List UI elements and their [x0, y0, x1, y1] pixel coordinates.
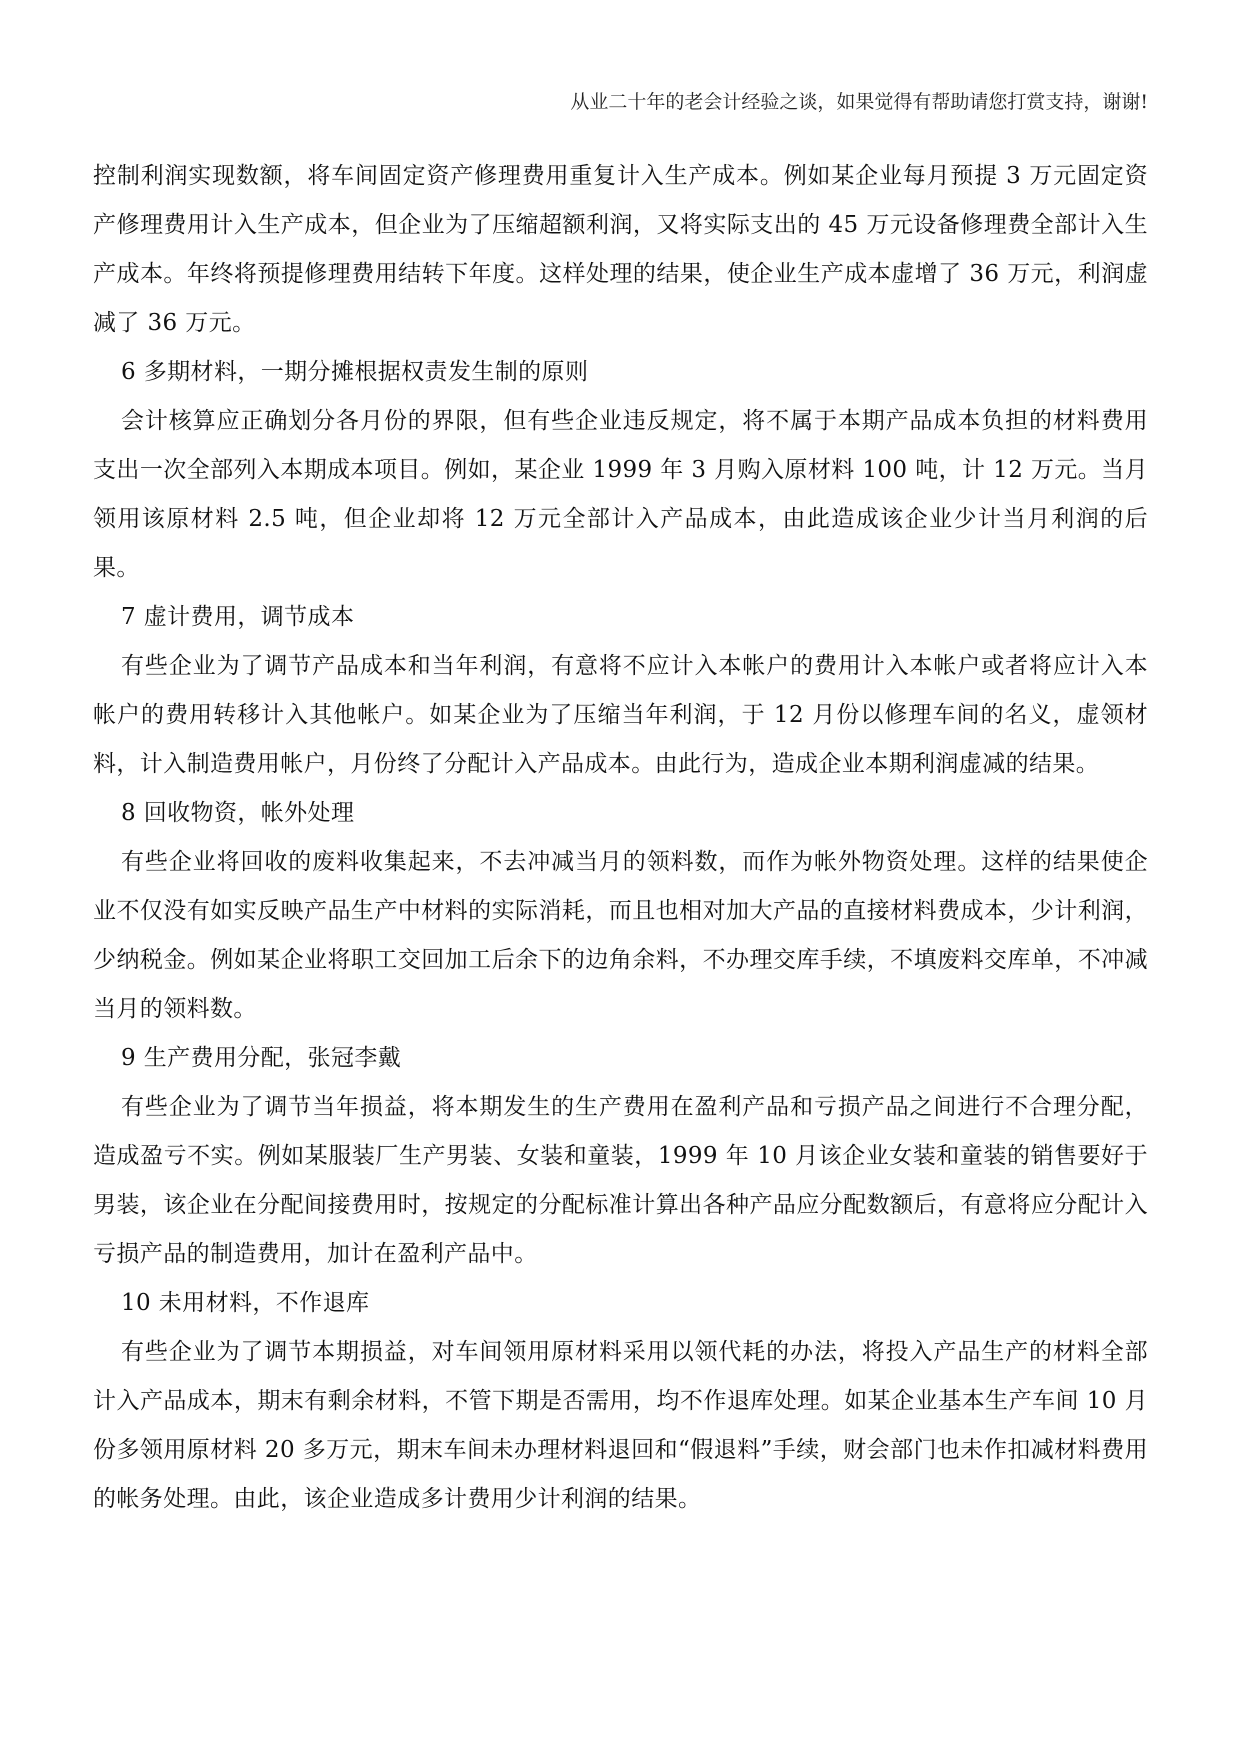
- body-paragraph: 会计核算应正确划分各月份的界限，但有些企业违反规定，将不属于本期产品成本负担的材料费用支出一次全部列入本期成本项目。例如，某企业 1999 年 3 月购入原材料 100 吨，计 12 万元。当月领用该原材料 2.5 吨，但企业却将 12 万元全部计入产品成本，由此造成该企业少计当月利润的后果。: [93, 408, 1148, 581]
- section-heading-9: 9 生产费用分配，张冠李戴: [121, 1045, 402, 1071]
- section-heading-10: 10 未用材料，不作退库: [121, 1290, 370, 1316]
- body-paragraph: 控制利润实现数额，将车间固定资产修理费用重复计入生产成本。例如某企业每月预提 3 万元固定资产修理费用计入生产成本，但企业为了压缩超额利润，又将实际支出的 45 万元设备修理费全部计入生产成本。年终将预提修理费用结转下年度。这样处理的结果，使企业生产成本虚增了 36 万元，利润虚减了 36 万元。: [93, 163, 1148, 336]
- body-paragraph: 有些企业将回收的废料收集起来，不去冲减当月的领料数，而作为帐外物资处理。这样的结果使企业不仅没有如实反映产品生产中材料的实际消耗，而且也相对加大产品的直接材料费成本，少计利润，少纳税金。例如某企业将职工交回加工后余下的边角余料，不办理交库手续，不填废料交库单，不冲减当月的领料数。: [93, 849, 1148, 1022]
- header-note: 从业二十年的老会计经验之谈，如果觉得有帮助请您打赏支持，谢谢!: [570, 91, 1148, 113]
- section-heading-6: 6 多期材料，一期分摊根据权责发生制的原则: [121, 359, 589, 385]
- body-paragraph: 有些企业为了调节本期损益，对车间领用原材料采用以领代耗的办法，将投入产品生产的材料全部计入产品成本，期末有剩余材料，不管下期是否需用，均不作退库处理。如某企业基本生产车间 10 月份多领用原材料 20 多万元，期末车间未办理材料退回和“假退料”手续，财会部门也未作扣减材料费用的帐务处理。由此，该企业造成多计费用少计利润的结果。: [93, 1339, 1148, 1512]
- section-heading-7: 7 虚计费用，调节成本: [121, 604, 355, 630]
- section-heading-8: 8 回收物资，帐外处理: [121, 800, 355, 826]
- document-body: [93, 152, 1148, 1524]
- body-paragraph: 有些企业为了调节当年损益，将本期发生的生产费用在盈利产品和亏损产品之间进行不合理分配，造成盈亏不实。例如某服装厂生产男装、女装和童装，1999 年 10 月该企业女装和童装的销售要好于男装，该企业在分配间接费用时，按规定的分配标准计算出各种产品应分配数额后，有意将应分配计入亏损产品的制造费用，加计在盈利产品中。: [93, 1094, 1148, 1267]
- body-paragraph: 有些企业为了调节产品成本和当年利润，有意将不应计入本帐户的费用计入本帐户或者将应计入本帐户的费用转移计入其他帐户。如某企业为了压缩当年利润，于 12 月份以修理车间的名义，虚领材料，计入制造费用帐户，月份终了分配计入产品成本。由此行为，造成企业本期利润虚减的结果。: [93, 653, 1148, 777]
